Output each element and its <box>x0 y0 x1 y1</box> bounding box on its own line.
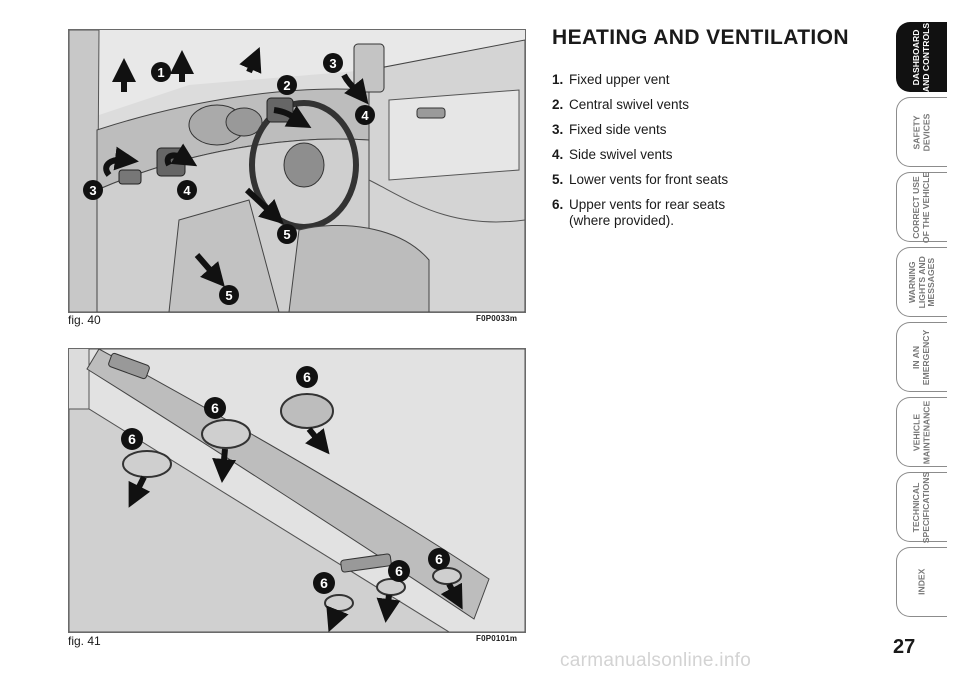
tab-vehicle-maintenance[interactable] <box>896 397 947 467</box>
list-item-number: 4. <box>552 147 564 162</box>
callout-3-left: 3 <box>89 183 97 198</box>
list-item <box>552 167 759 192</box>
callout-2: 2 <box>283 78 291 93</box>
list-item-number: 6. <box>552 197 564 212</box>
fig40-code: F0P0033m <box>476 314 518 323</box>
callout-5-upper: 5 <box>283 227 291 242</box>
list-item <box>552 117 759 142</box>
tab-in-an-emergency[interactable] <box>896 322 947 392</box>
callout-1: 1 <box>157 65 165 80</box>
tab-warning-lights[interactable] <box>896 247 947 317</box>
watermark: carmanualsonline.info <box>560 650 752 671</box>
callout-5-lower: 5 <box>225 288 233 303</box>
callout-6-e: 6 <box>395 563 403 579</box>
list-item <box>552 192 759 229</box>
callout-6-f: 6 <box>435 551 443 567</box>
list-item <box>552 67 759 92</box>
tab-technical-specifications[interactable] <box>896 472 947 542</box>
tab-index[interactable] <box>896 547 947 617</box>
tab-label: WARNING LIGHTS AND MESSAGES <box>906 255 936 309</box>
list-item-number: 1. <box>552 72 564 87</box>
page-number: 27 <box>893 636 916 658</box>
list-item-text: Side swivel vents <box>569 147 673 162</box>
tab-label: VEHICLE MAINTENANCE <box>911 400 931 464</box>
list-item <box>552 142 759 167</box>
tab-label: INDEX <box>916 568 927 596</box>
list-item-text: Upper vents for rear seats (where provided). <box>569 197 726 228</box>
fig41-caption: fig. 41 <box>68 634 101 648</box>
tab-label: CORRECT USE OF THE VEHICLE <box>911 171 931 243</box>
list-item-number: 5. <box>552 172 564 187</box>
callout-6-c: 6 <box>303 369 311 385</box>
tab-dashboard-and-controls[interactable] <box>896 22 947 92</box>
list-item-text: Fixed upper vent <box>569 72 670 87</box>
callout-4-left: 4 <box>183 183 191 198</box>
figure-rear-vents <box>68 348 526 633</box>
callout-3-right: 3 <box>329 56 337 71</box>
list-item-number: 2. <box>552 97 564 112</box>
callout-4-right: 4 <box>361 108 369 123</box>
roof-vents-illustration <box>69 349 525 632</box>
tab-correct-use[interactable] <box>896 172 947 242</box>
tab-label: TECHNICAL SPECIFICATIONS <box>911 471 931 543</box>
tab-safety-devices[interactable] <box>896 97 947 167</box>
tab-label: IN AN EMERGENCY <box>911 329 932 385</box>
vent-list <box>552 67 759 229</box>
list-item-text: Lower vents for front seats <box>569 172 729 187</box>
list-item-text: Central swivel vents <box>569 97 690 112</box>
fig40-caption: fig. 40 <box>68 313 101 327</box>
list-item-text: Fixed side vents <box>569 122 667 137</box>
fig41-code: F0P0101m <box>476 634 518 643</box>
callout-6-d: 6 <box>320 575 328 591</box>
list-item-number: 3. <box>552 122 564 137</box>
list-item <box>552 92 759 117</box>
tab-label: DASHBOARD AND CONTROLS <box>911 22 932 92</box>
callout-6-a: 6 <box>128 431 136 447</box>
section-title: HEATING AND VENTILATION <box>552 26 849 49</box>
dashboard-illustration <box>69 30 525 312</box>
callout-6-b: 6 <box>211 400 219 416</box>
figure-dashboard-vents <box>68 29 526 313</box>
tab-label: SAFETY DEVICES <box>911 113 931 151</box>
